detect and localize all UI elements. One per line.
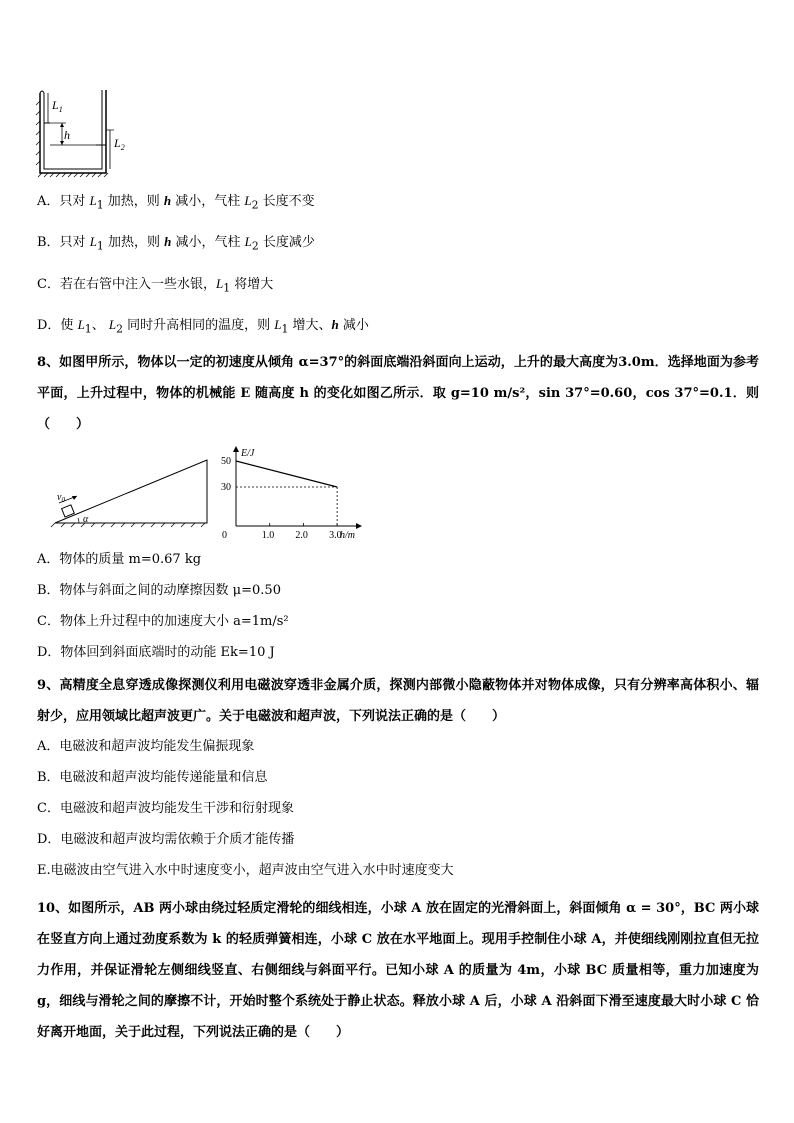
- q7-option-a: A．只对 $L_1$ 加热，则 h 减小，气柱 $L_2$ 长度不变: [37, 193, 315, 212]
- q9-stem: 9、高精度全息穿透成像探测仪利用电磁波穿透非金属介质，探测内部微小隐蔽物体并对物体成像，只有分辨率高体积小、辐射少，应用领域比超声波更广。关于电磁波和超声波，下列说法正确的是（ ）: [37, 678, 759, 724]
- q8-option-c: C．物体上升过程中的加速度大小 a=1m/s²: [37, 614, 289, 629]
- q8-stem: 8、如图甲所示，物体以一定的初速度从倾角 α=37°的斜面底端沿斜面向上运动，上升的最大高度为3.0m．选择地面为参考平面，上升过程中，物体的机械能 E 随高度 h 的变化如图乙所示．取 g=10 m/s²，sin 37°=0.60，cos 37°=0.1．则（ ）: [37, 355, 759, 432]
- y-tick-label: 30: [221, 482, 231, 493]
- q9-option-a: A．电磁波和超声波均能发生偏振现象: [37, 739, 255, 754]
- q7-option-d: D．使 $L_1$、 $L_2$ 同时升高相同的温度，则 $L_1$ 增大、h 减小: [37, 317, 369, 336]
- u-tube-figure: [30, 85, 140, 180]
- y-tick-label: 50: [221, 456, 231, 467]
- q7-option-c: C．若在右管中注入一些水银，$L_1$ 将增大: [37, 276, 274, 295]
- q8-option-b: B．物体与斜面之间的动摩擦因数 μ=0.50: [37, 583, 281, 598]
- q7-option-b: B．只对 $L_1$ 加热，则 h 减小，气柱 $L_2$ 长度减少: [37, 234, 315, 253]
- fig-l2-label: $L_2$: [114, 136, 125, 152]
- q9-option-c: C．电磁波和超声波均能发生干涉和衍射现象: [37, 801, 294, 816]
- fig-v0-label: $v_0$: [57, 492, 65, 504]
- q9-option-b: B．电磁波和超声波均能传递能量和信息: [37, 770, 268, 785]
- x-tick-label: 2.0: [295, 530, 308, 541]
- x-tick-label: 3.0: [329, 530, 342, 541]
- q8-option-d: D．物体回到斜面底端时的动能 Ek=10 J: [37, 645, 275, 660]
- x-tick-label: 0: [222, 530, 227, 541]
- y-axis-arrow: [233, 446, 239, 452]
- x-axis-label: h/m: [340, 530, 355, 541]
- fig-l1-label: $L_1$: [52, 98, 63, 114]
- fig-alpha-label: α: [83, 514, 89, 525]
- x-axis-arrow: [356, 523, 362, 529]
- incline-figure: [45, 455, 215, 530]
- fig-h-label: h: [64, 128, 70, 142]
- x-tick-label: 1.0: [261, 530, 275, 541]
- q9-option-d: D．电磁波和超声波均需依赖于介质才能传播: [37, 832, 295, 847]
- q8-option-a: A．物体的质量 m=0.67 kg: [37, 552, 202, 567]
- y-axis-label: E/J: [241, 448, 255, 459]
- q9-option-e: E.电磁波由空气进入水中时速度变小，超声波由空气进入水中时速度变大: [37, 863, 454, 878]
- energy-height-chart: [218, 442, 368, 542]
- series-line: [236, 461, 337, 487]
- q10-stem: 10、如图所示，AB 两小球由绕过轻质定滑轮的细线相连，小球 A 放在固定的光滑斜面上，斜面倾角 α = 30°，BC 两小球在竖直方向上通过劲度系数为 k 的轻质弹簧相连，小球 C 放在水平地面上。现用手控制住小球 A，并使细线刚刚拉直但无拉力作用，并保证滑轮左侧细线竖直、右侧细线与斜面平行。已知小球 A 的质量为 4m，小球 BC 质量相等，重力加速度为 g，细线与滑轮之间的摩擦不计，开始时整个系统处于静止状态。释放小球 A 后，小球 A 沿斜面下滑至速度最大时小球 C 恰好离开地面，关于此过程，下列说法正确的是（ ）: [37, 901, 759, 1040]
